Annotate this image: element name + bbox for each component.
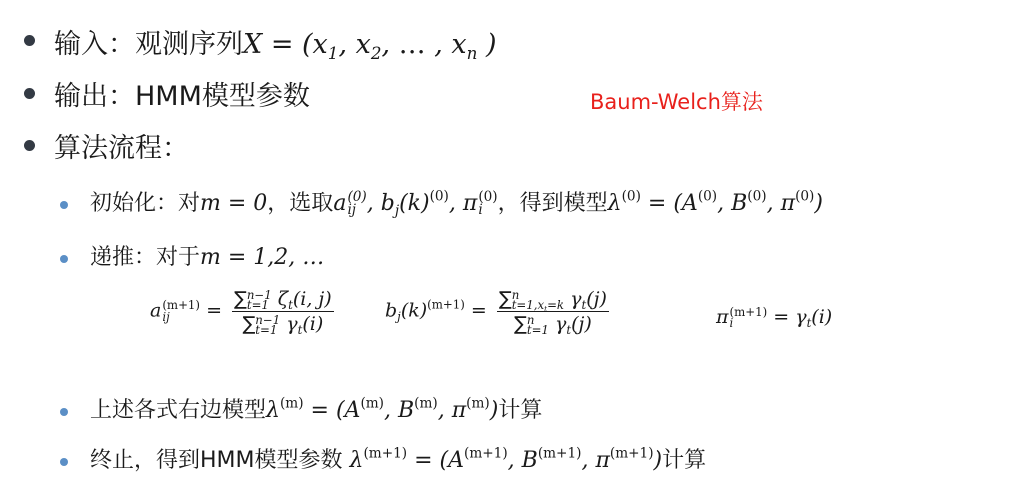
sub-bullet-dot: [60, 255, 68, 263]
bullet-dot: [24, 140, 35, 151]
input-label: 输入：观测序列: [54, 29, 243, 60]
bullet-dot: [24, 88, 35, 99]
baum-welch-annotation: Baum-Welch算法: [590, 90, 763, 114]
sub-bullet-dot: [60, 408, 68, 416]
init-model-math: $\lambda^{(0)} = (A^{(0)}$, $B^{(0)}$, $\pi^{(0)}$): [607, 188, 823, 216]
step-stop: 终止，得到HMM模型参数 $\lambda^{(m+1)} = (A^{(m+1)}$, $B^{(m+1)}$, $\pi^{(m+1)}$)计算: [90, 445, 707, 473]
bullet-input: [54, 22, 497, 61]
bullet-output: 输出：HMM模型参数: [54, 81, 310, 112]
formula-pi: π (m+1) i = $\gamma_t(i)$: [716, 304, 833, 331]
formula-a: a (m+1) ij = ∑ n−1 t=1 $\zeta_t(i$, j) ∑ n−1 t=1 $\gamma_t(i)$: [150, 288, 332, 338]
formula-b: $b_j(k)^{(m+1)}$ = ∑ n $t=1,x_t=k$ $\gamma_t(j)$ ∑ n t=1 $\gamma_t(j)$: [385, 288, 607, 338]
step-rhs: 上述各式右边模型$\lambda^{(m)} = (A^{(m)}$, $B^{(m)}$, $\pi^{(m)}$)计算: [90, 395, 543, 423]
sub-bullet-dot: [60, 458, 68, 466]
bullet-dot: [24, 35, 35, 46]
step-recursion: 递推：对于m = 1,2, …: [90, 245, 325, 270]
sub-bullet-dot: [60, 201, 68, 209]
init-params-math: a (0) ij , $b_j(k)^{(0)}$, π (0) i: [333, 188, 498, 219]
input-math: $X = (x_1$, $x_2$, … , $x_n$ ): [243, 29, 497, 63]
bullet-flow: 算法流程：: [54, 133, 189, 164]
step-init: 初始化：对m = 0，选取a (0) ij , $b_j(k)^{(0)}$, π (0) i ，得到模型$\lambda^{(0)} = (A^{(0)}$, $B^{(0)}$, $\pi^{(0)}$): [90, 188, 823, 219]
